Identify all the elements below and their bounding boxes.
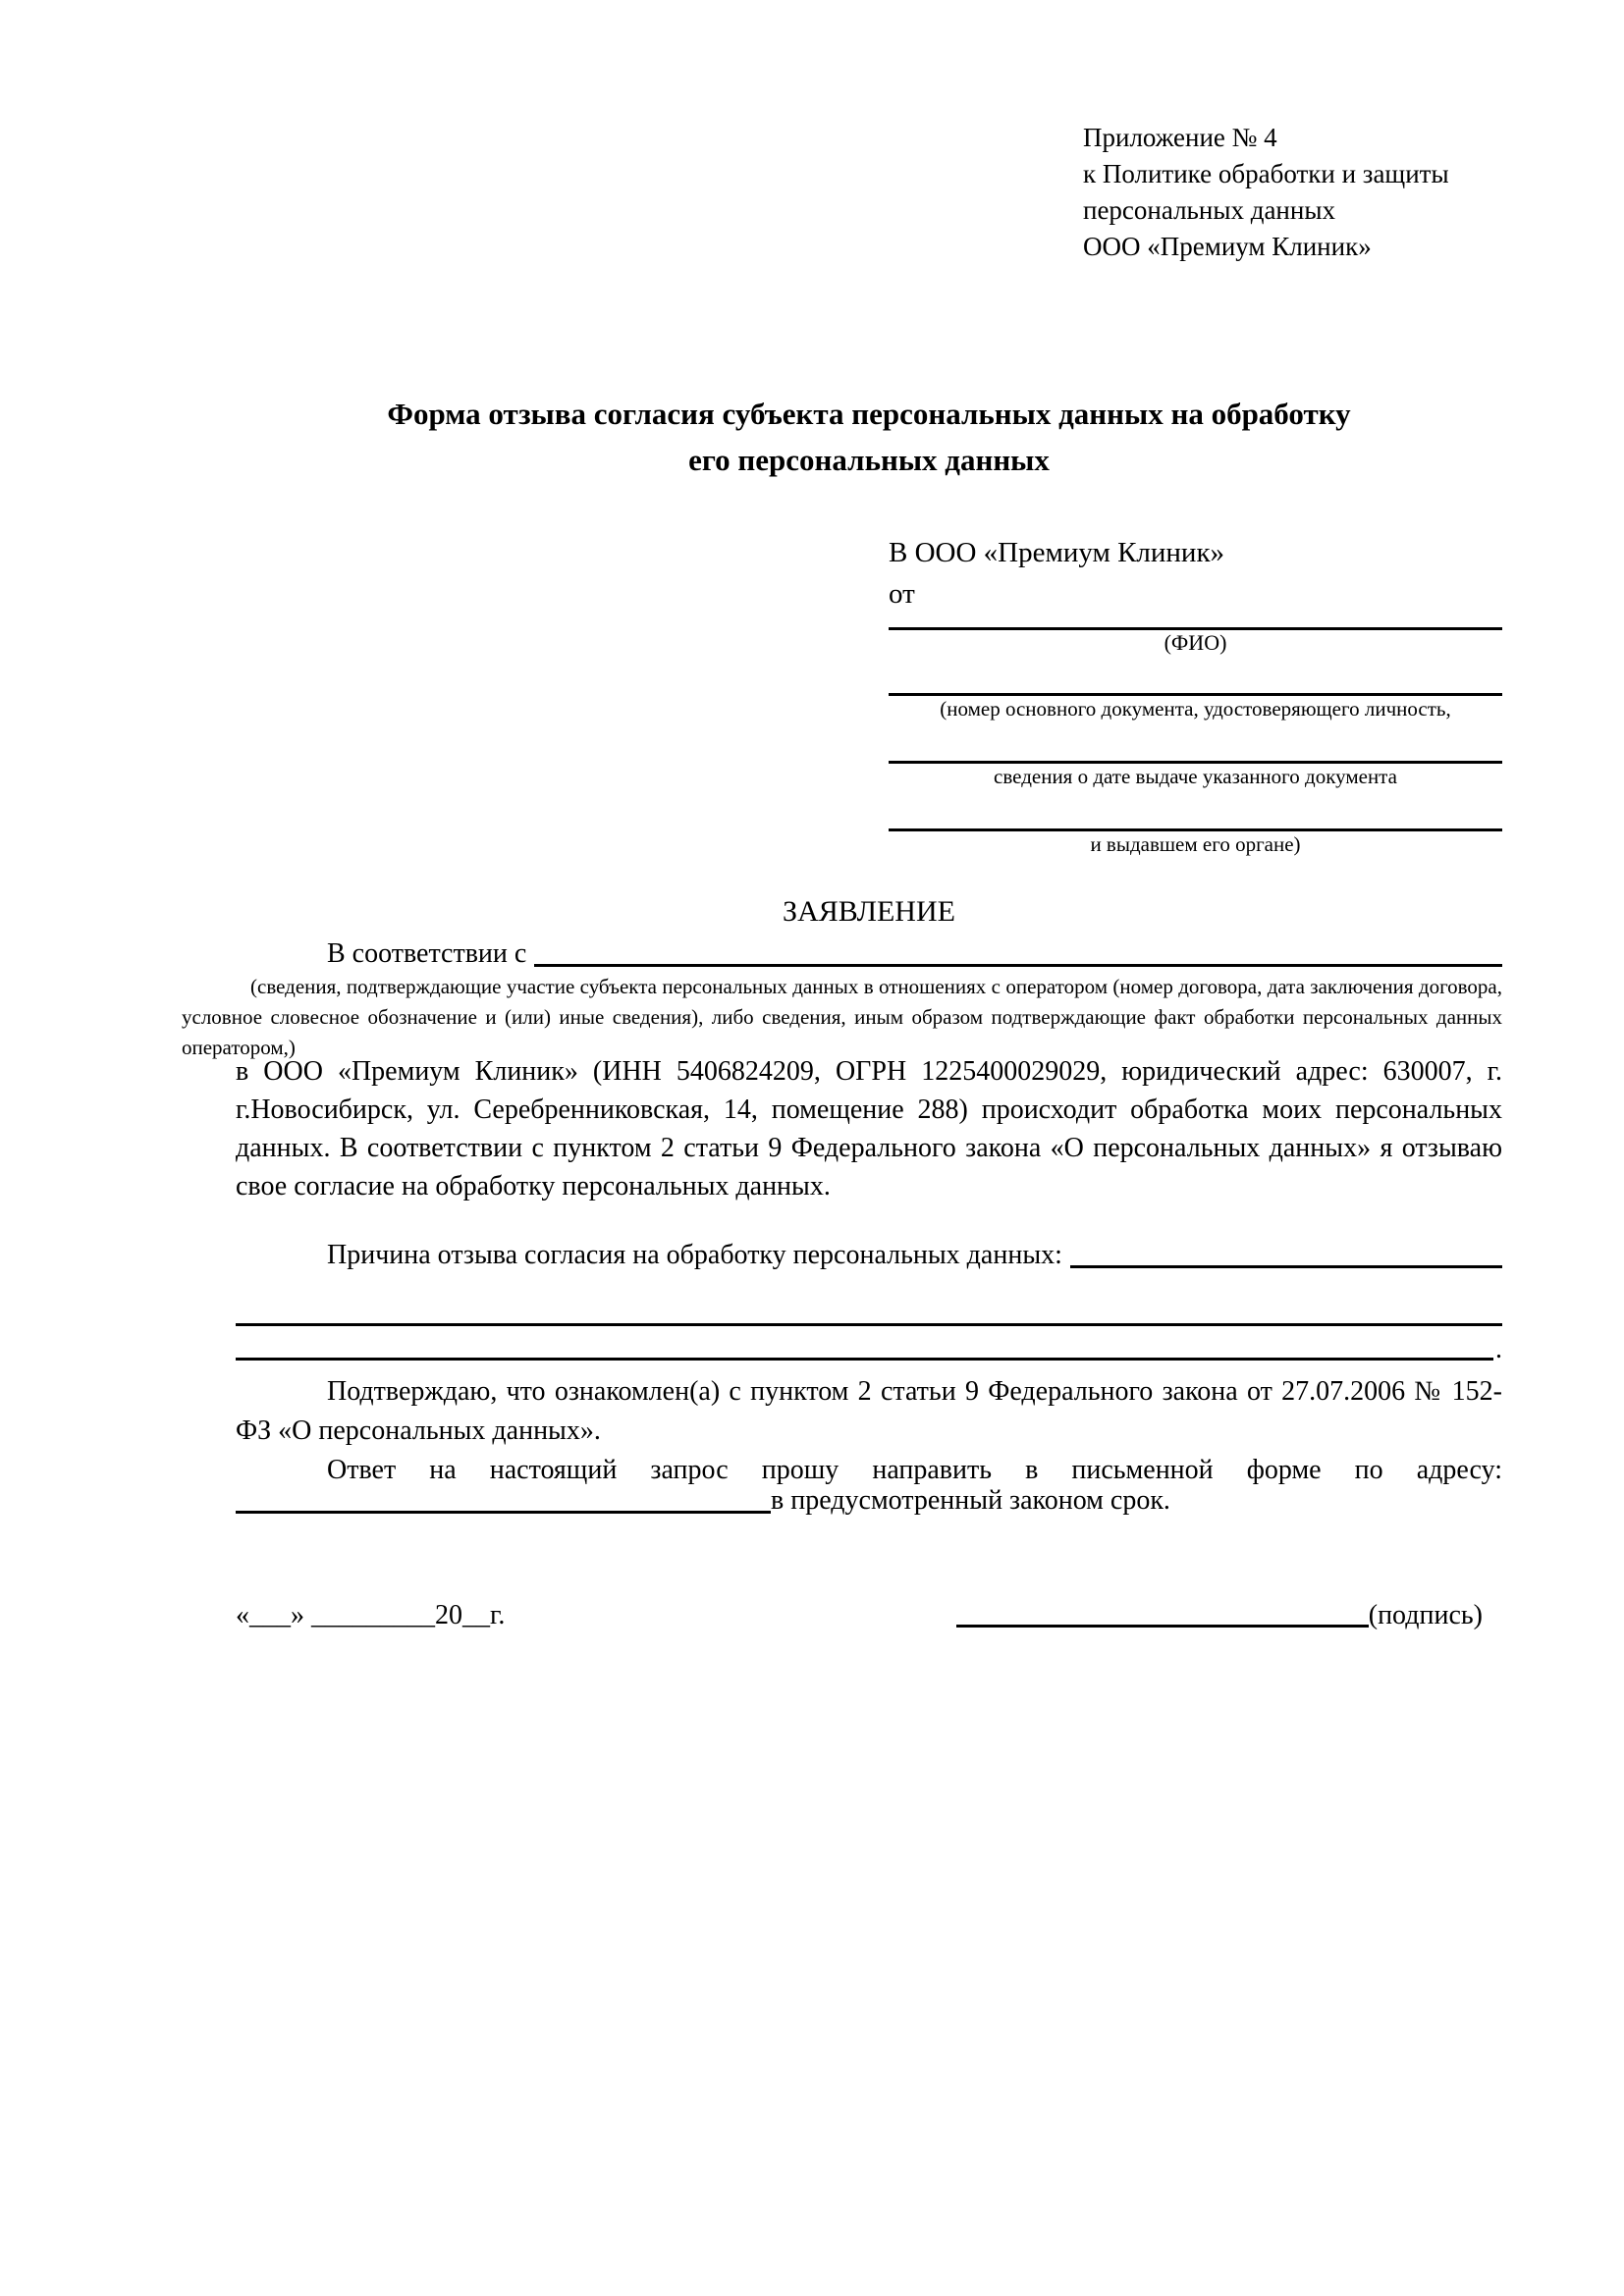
fine-print-note: (сведения, подтверждающие участие субъекта персональных данных в отношениях с оператором (номер договора, дата заключения договора, условное словесное обозначение и (или) иные сведения), либо сведения, иным образом подтверждающие факт обработки персональных данных оператором,) bbox=[182, 975, 1502, 1059]
page-title-line-1: Форма отзыва согласия субъекта персональных данных на обработку bbox=[387, 397, 1351, 431]
reply-request-line: Ответ на настоящий запрос прошу направить в письменной форме по адресу: bbox=[327, 1455, 1502, 1485]
document-number-field-caption: (номер основного документа, удостоверяющего личность, bbox=[940, 697, 1451, 721]
recipient-block bbox=[889, 535, 1502, 857]
signature-group bbox=[956, 1598, 1483, 1633]
signature-row bbox=[236, 1598, 1483, 1633]
accordance-prefix: В соответствии с bbox=[327, 938, 527, 969]
reason-blank-field[interactable] bbox=[1070, 1264, 1502, 1268]
blank-line-terminator: . bbox=[1495, 1334, 1502, 1364]
reason-label: Причина отзыва согласия на обработку персональных данных: bbox=[327, 1240, 1062, 1270]
reply-address-blank-field[interactable] bbox=[236, 1510, 771, 1514]
reason-blank-line-2 bbox=[236, 1335, 1502, 1364]
appendix-line: персональных данных bbox=[1083, 195, 1335, 225]
issue-date-field-caption: сведения о дате выдаче указанного документа bbox=[994, 765, 1397, 788]
reason-blank-line-2-field[interactable] bbox=[236, 1357, 1493, 1361]
issuing-authority-field-caption: и выдавшем его органе) bbox=[1090, 832, 1301, 856]
signature-blank-field[interactable] bbox=[956, 1624, 1369, 1628]
date-blank-text[interactable]: «___» _________20__г. bbox=[236, 1600, 506, 1630]
accordance-line bbox=[236, 937, 1502, 971]
accordance-blank-field[interactable] bbox=[534, 963, 1502, 967]
statement-heading: ЗАЯВЛЕНИЕ bbox=[783, 895, 955, 928]
appendix-line: ООО «Премиум Клиник» bbox=[1083, 232, 1372, 261]
appendix-note bbox=[1083, 120, 1449, 265]
reason-line bbox=[236, 1239, 1502, 1272]
appendix-line: к Политике обработки и защиты bbox=[1083, 159, 1449, 188]
signature-caption: (подпись) bbox=[1368, 1600, 1483, 1630]
appendix-line: Приложение № 4 bbox=[1083, 123, 1277, 152]
statement-body: в ООО «Премиум Клиник» (ИНН 5406824209, ОГРН 1225400029029, юридический адрес: 630007, г. г.Новосибирск, ул. Серебренниковская, 14, помещение 288) происходит обработка моих персональных данных. В соответствии с пунктом 2 статьи 9 Федерального закона «О персональных данных» я отзываю свое согласие на обработку персональных данных. bbox=[236, 1056, 1502, 1201]
recipient-to: В ООО «Премиум Клиник» bbox=[889, 537, 1225, 568]
fio-field-caption: (ФИО) bbox=[1164, 630, 1227, 655]
reply-address-line bbox=[236, 1484, 1502, 1518]
confirmation-paragraph: Подтверждаю, что ознакомлен(а) с пунктом 2 статьи 9 Федерального закона от 27.07.2006 № 152-ФЗ «О персональных данных». bbox=[236, 1376, 1502, 1446]
reply-tail-text: в предусмотренный законом срок. bbox=[771, 1485, 1170, 1516]
reason-blank-line-1[interactable] bbox=[236, 1323, 1502, 1326]
page-title bbox=[236, 391, 1502, 483]
page-title-line-2: его персональных данных bbox=[688, 443, 1050, 477]
recipient-from-label: от bbox=[889, 578, 915, 610]
